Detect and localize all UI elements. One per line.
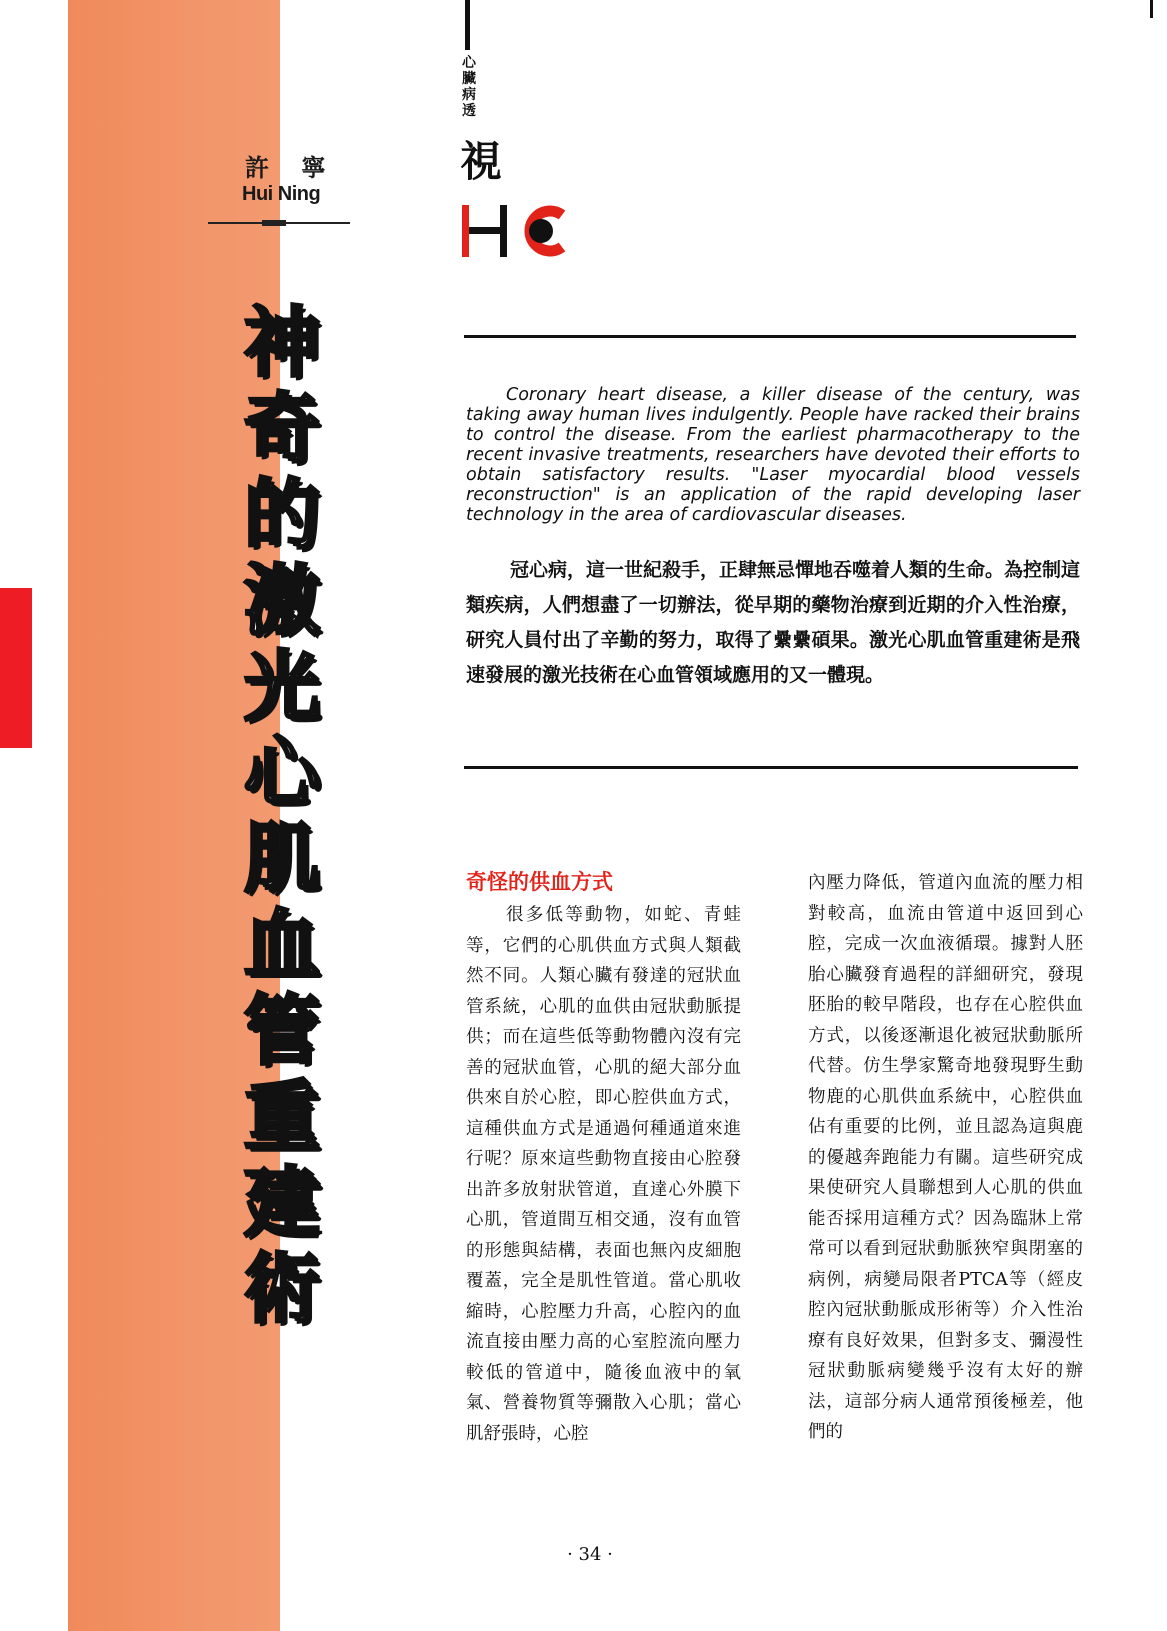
logo-h-right-bar: [500, 205, 507, 257]
column-label-char: 透: [462, 103, 476, 119]
title-char: 術: [244, 1244, 320, 1333]
bottom-divider: [464, 766, 1078, 769]
author-name-chinese: 許 寧: [245, 154, 338, 182]
corner-crop-mark: [1150, 0, 1153, 18]
body-column-right: 內壓力降低，管道內血流的壓力相對較高，血流由管道中返回到心腔，完成一次血液循環。據對人胚胎心臟發育過程的詳細研究，發現胚胎的較早階段，也存在心腔供血方式，以後逐漸退化被冠狀動脈所代替。仿生學家驚奇地發現野生動物鹿的心肌供血系統中，心腔供血佔有重要的比例，並且認為這與鹿的優越奔跑能力有關。這些研究成果使研究人員聯想到人心肌的供血能否採用這種方式？因為臨牀上常常可以看到冠狀動脈狹窄與閉塞的病例，病變局限者PTCA等（經皮腔內冠狀動脈成形術等）介入性治療有良好效果，但對多支、彌漫性冠狀動脈病變幾乎沒有太好的辦法，這部分病人通常預後極差，他們的: [808, 873, 1083, 1442]
author-underline-tick: [262, 220, 286, 226]
hc-logo-icon: [462, 205, 582, 257]
column-label-char: 心: [462, 55, 476, 71]
title-char: 血: [244, 900, 320, 989]
column-label-big-char: 視: [460, 137, 503, 186]
logo-c-dot: [529, 219, 553, 243]
column-label-char: 病: [462, 87, 476, 103]
title-char: 光: [244, 642, 320, 731]
column-label-bar: [465, 0, 470, 50]
abstract-english: Coronary heart disease, a killer disease of the century, was taking away human lives indulgently. People have racked their brains to control the disease. From the earliest pharmacotherapy to the recent invasive treatments, researchers have devoted their efforts to obtain satisfactory results. "Laser myocardial blood vessels reconstruction" is an application of the rapid developing laser technology in the area of cardiovascular diseases.: [466, 385, 1080, 525]
logo-h-left-bar: [462, 205, 469, 257]
column-label-char: 臟: [462, 71, 476, 87]
body-column-left: 很多低等動物，如蛇、青蛙等，它們的心肌供血方式與人類截然不同。人類心臟有發達的冠狀血管系統，心肌的血供由冠狀動脈提供；而在這些低等動物體內沒有完善的冠狀血管，心肌的絕大部分血供來自於心腔，即心腔供血方式，這種供血方式是通過何種通道來進行呢？原來這些動物直接由心腔發出許多放射狀管道，直達心外膜下心肌，管道間互相交通，沒有血管的形態與結構，表面也無內皮細胞覆蓋，完全是肌性管道。當心肌收縮時，心腔壓力升高，心腔內的血流直接由壓力高的心室腔流向壓力較低的管道中，隨後血液中的氧氣、營養物質等彌散入心肌；當心肌舒張時，心腔: [466, 905, 741, 1444]
title-char: 奇: [244, 384, 320, 473]
title-char: 建: [244, 1158, 320, 1247]
article-title: [232, 300, 332, 1332]
red-edge-tab: [0, 588, 32, 748]
title-char: 管: [244, 986, 320, 1075]
logo-h-cross-bar: [469, 227, 503, 234]
top-divider: [464, 335, 1076, 338]
author-name-english: Hui Ning: [242, 183, 321, 205]
title-char: 激: [244, 556, 320, 645]
column-label: [459, 55, 479, 119]
title-char: 重: [244, 1072, 320, 1161]
title-char: 神: [244, 298, 320, 387]
title-char: 的: [244, 470, 320, 559]
page-number: · 34 ·: [567, 1544, 613, 1565]
abstract-chinese: 冠心病，這一世紀殺手，正肆無忌憚地吞噬着人類的生命。為控制這類疾病，人們想盡了一切辦法，從早期的藥物治療到近期的介入性治療，研究人員付出了辛勤的努力，取得了纍纍碩果。激光心肌血管重建術是飛速發展的激光技術在心血管領域應用的又一體現。: [466, 559, 1081, 686]
title-char: 肌: [244, 814, 320, 903]
section-heading: 奇怪的供血方式: [466, 870, 613, 894]
title-char: 心: [244, 728, 320, 817]
